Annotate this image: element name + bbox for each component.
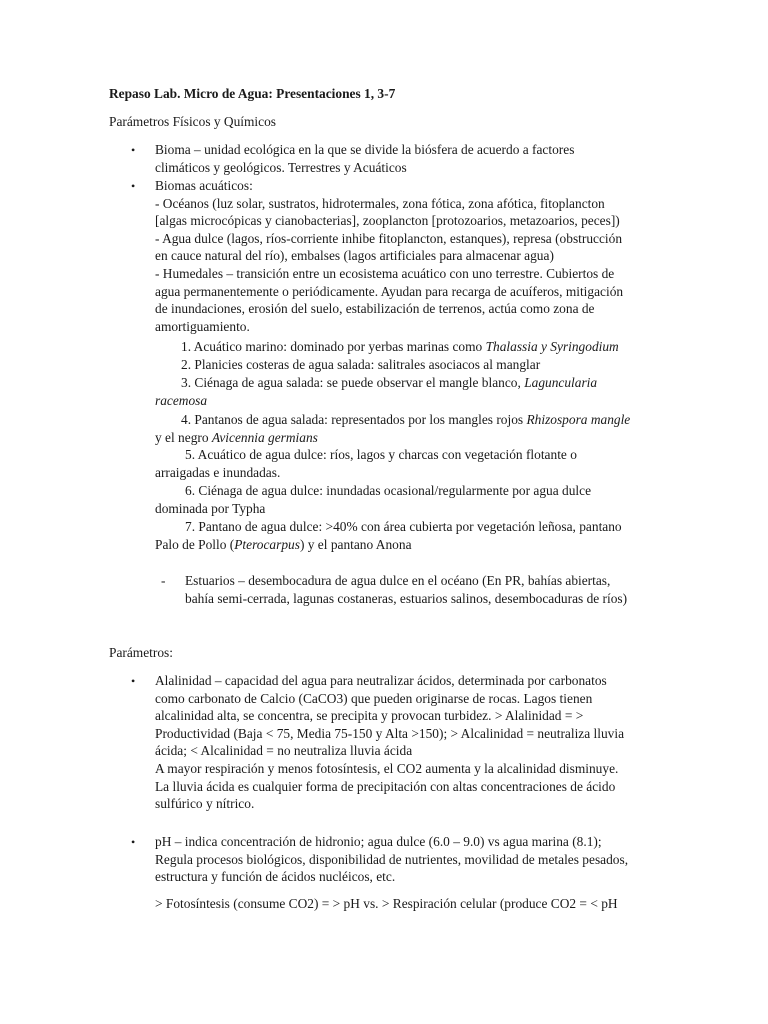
item-species: racemosa bbox=[155, 393, 208, 408]
text-line: - Agua dulce (lagos, ríos-corriente inhibe fitoplancton, estanques), represa (obstrucción bbox=[155, 230, 623, 246]
item-text: 1. Acuático marino: dominado por yerbas marinas como bbox=[181, 339, 486, 354]
section-heading-parametros: Parámetros: bbox=[109, 645, 173, 660]
item-species: Avicennia germians bbox=[211, 430, 318, 445]
text-line: ácida; < Alcalinidad = no neutraliza lluvia ácida bbox=[155, 743, 413, 759]
text-line: como carbonato de Calcio (CaCO3) que pueden originarse de rocas. Lagos tienen bbox=[155, 690, 593, 706]
list-item-5: 5. Acuático de agua dulce: ríos, lagos y charcas con vegetación flotante o bbox=[185, 447, 577, 462]
bullet-icon: • bbox=[131, 179, 136, 193]
list-item-7: 7. Pantano de agua dulce: >40% con área cubierta por vegetación leñosa, pantano bbox=[185, 519, 622, 534]
text-line: > Fotosíntesis (consume CO2) = > pH vs. > Respiración celular (produce CO2 = < pH bbox=[155, 895, 618, 911]
text-line: Bioma – unidad ecológica en la que se divide la biósfera de acuerdo a factores bbox=[155, 142, 575, 157]
text-line: Alalinidad – capacidad del agua para neutralizar ácidos, determinada por carbonatos bbox=[155, 673, 607, 688]
list-item-5-cont: arraigadas e inundadas. bbox=[155, 465, 281, 480]
document-title: Repaso Lab. Micro de Agua: Presentaciones 1, 3-7 bbox=[109, 86, 396, 101]
text-line: amortiguamiento. bbox=[155, 318, 250, 334]
text-line: Biomas acuáticos: bbox=[155, 178, 253, 193]
list-item-3-cont bbox=[155, 392, 207, 410]
estuarios-paragraph bbox=[185, 572, 685, 607]
dash-marker: - bbox=[161, 573, 166, 588]
text-line: [algas microcópicas y cianobacterias], zooplancton [protozoarios, metazoarios, peces]) bbox=[155, 213, 620, 229]
text-line: La lluvia ácida es cualquier forma de precipitación con altas concentraciones de ácido bbox=[155, 778, 616, 794]
ph-paragraph bbox=[155, 833, 675, 912]
bullet-icon: • bbox=[131, 143, 136, 157]
list-item-4-cont bbox=[155, 429, 318, 447]
item-text: 4. Pantanos de agua salada: representados por los mangles rojos bbox=[181, 412, 527, 427]
text-line: sulfúrico y nítrico. bbox=[155, 796, 255, 812]
biomas-acuaticos-paragraph bbox=[155, 177, 675, 335]
list-item-2: 2. Planicies costeras de agua salada: salitrales asociacos al manglar bbox=[181, 357, 541, 372]
bullet-icon: • bbox=[131, 674, 136, 688]
text-line: en cauce natural del río), embalses (lagos artificiales para almacenar agua) bbox=[155, 248, 554, 264]
list-item-3 bbox=[181, 374, 597, 392]
text-line: climáticos y geológicos. Terrestres y Acuáticos bbox=[155, 159, 407, 175]
text-line: agua permanentemente o periódicamente. Ayudan para recarga de acuíferos, mitigación bbox=[155, 283, 624, 299]
text-line: bahía semi-cerrada, lagunas costaneras, estuarios salinos, desembocaduras de ríos) bbox=[185, 590, 628, 606]
text-line: Regula procesos biológicos, disponibilidad de nutrientes, movilidad de metales pesados, bbox=[155, 851, 629, 867]
list-item-4 bbox=[181, 411, 630, 429]
item-species: Pterocarpus bbox=[234, 537, 300, 552]
bioma-paragraph bbox=[155, 141, 675, 176]
text-line: A mayor respiración y menos fotosíntesis, el CO2 aumenta y la alcalinidad disminuye. bbox=[155, 760, 619, 776]
text-line: de inundaciones, erosión del suelo, estabilización de terrenos, actúa como zona de bbox=[155, 301, 595, 317]
text-line: estructura y función de ácidos nucléicos, etc. bbox=[155, 869, 396, 885]
list-item-7-cont bbox=[155, 536, 412, 554]
list-item-1 bbox=[181, 338, 619, 356]
list-item-6-cont: dominada por Typha bbox=[155, 501, 266, 516]
text-line: Estuarios – desembocadura de agua dulce en el océano (En PR, bahías abiertas, bbox=[185, 573, 611, 588]
text-line: pH – indica concentración de hidronio; agua dulce (6.0 – 9.0) vs agua marina (8.1); bbox=[155, 834, 602, 849]
list-item-6: 6. Ciénaga de agua dulce: inundadas ocasional/regularmente por agua dulce bbox=[185, 483, 592, 498]
alcalinidad-paragraph bbox=[155, 672, 675, 813]
item-text: ) y el pantano Anona bbox=[299, 537, 412, 552]
item-text: Palo de Pollo ( bbox=[155, 537, 235, 552]
text-line: Productividad (Baja < 75, Media 75-150 y Alta >150); > Alcalinidad = neutraliza lluvia bbox=[155, 725, 625, 741]
item-species: Laguncularia bbox=[524, 375, 598, 390]
text-line: - Océanos (luz solar, sustratos, hidrotermales, zona fótica, zona afótica, fitoplancton bbox=[155, 195, 605, 211]
bullet-icon: • bbox=[131, 835, 136, 849]
section-heading-physical-chemical: Parámetros Físicos y Químicos bbox=[109, 114, 276, 129]
item-text: 3. Ciénaga de agua salada: se puede observar el mangle blanco, bbox=[181, 375, 525, 390]
text-line: alcalinidad alta, se concentra, se precipita y provocan turbidez. > Alalinidad = > bbox=[155, 708, 584, 724]
item-species: Thalassia y Syringodium bbox=[485, 339, 619, 354]
item-text: y el negro bbox=[155, 430, 212, 445]
item-species: Rhizospora mangle bbox=[526, 412, 631, 427]
text-line: - Humedales – transición entre un ecosistema acuático con uno terrestre. Cubiertos de bbox=[155, 265, 615, 281]
